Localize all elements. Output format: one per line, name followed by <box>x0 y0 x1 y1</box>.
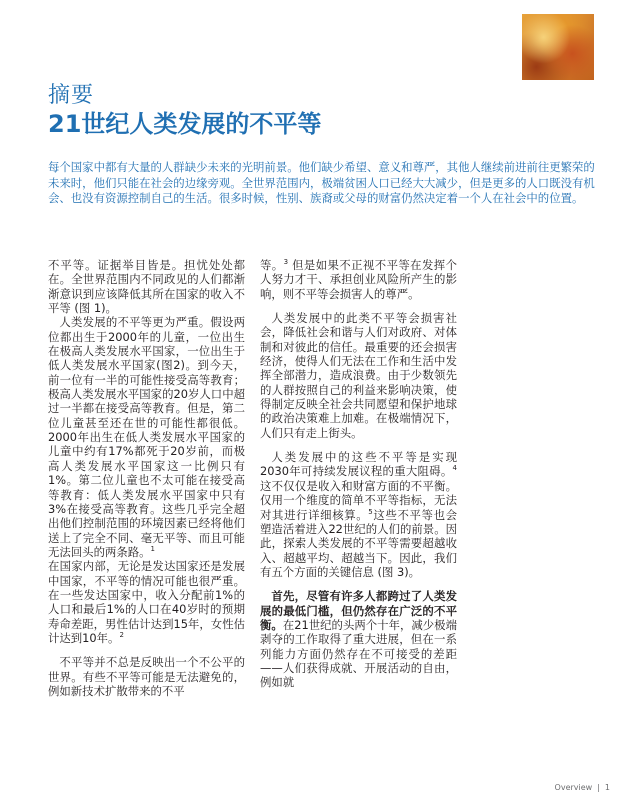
right-paragraph-3-rest: 这不仅仅是收入和财富方面的不平衡。仅用一个维度的简单不平等指标，无法对其进行详细核算。 <box>260 478 457 522</box>
footnote-ref-4: 4 <box>452 464 457 473</box>
footnote-ref-3: 3 <box>283 258 289 267</box>
footnote-ref-2: 2 <box>119 631 124 640</box>
left-paragraph-4: 不平等并不总是反映出一个不公平的世界。有些不平等可能是无法避免的，例如新技术扩散带来的不平 <box>48 655 245 698</box>
page-number: 1 <box>604 783 610 792</box>
intro-paragraph: 每个国家中都有大量的人群缺少未来的光明前景。他们缺少希望、意义和尊严，其他人继续前进前往更繁荣的未来时，他们只能在社会的边缘旁观。全世界范围内，极端贫困人口已经大大减少，但是更多的人口既没有机会、也没有资源控制自己的生活。很多时候，性别、族裔或父母的财富仍然决定着一个人在社会中的位置。 <box>48 160 595 205</box>
right-paragraph-4 <box>260 589 457 689</box>
key-message-bold: 首先，尽管有许多人都跨过了人类发展的最低门槛，但仍然存在广泛的不平衡。 <box>260 589 457 632</box>
left-paragraph-2 <box>48 315 245 559</box>
footnote-ref-5: 5 <box>368 507 373 516</box>
left-paragraph-1: 不平等。证据举目皆是。担忧处处都在。全世界范围内不同政见的人们都渐渐意识到应该降低其所在国家的收入不平等 (图 1)。 <box>48 258 245 316</box>
left-paragraph-3-text: 在国家内部，无论是发达国家还是发展中国家，不平等的情况可能也很严重。在一些发达国家中，收入分配前1%的人口和最后1%的人口在40岁时的预期寿命差距，男性估计达到15年，女性估计达到10年。 <box>48 559 245 645</box>
page-title: 21世纪人类发展的不平等 <box>48 110 322 138</box>
right-column <box>260 258 457 690</box>
left-paragraph-3 <box>48 559 245 645</box>
right-paragraph-1 <box>260 258 457 301</box>
footer-section-label: Overview <box>554 783 593 792</box>
right-paragraph-1-start: 等。 <box>260 258 284 272</box>
right-paragraph-3-tail: 这些不平等也会塑造活着进入22世纪的人们的前景。因此，探索人类发展的不平等需要超越收入、超越平均、超越当下。因此，我们有五个方面的关键信息 (图 3)。 <box>260 507 457 579</box>
footer-divider: | <box>597 783 600 792</box>
cover-artwork-image <box>522 14 594 80</box>
section-kicker: 摘要 <box>48 83 95 108</box>
right-paragraph-1-rest: 但是如果不正视不平等在发挥个人努力才干、承担创业风险所产生的影响，则不平等会损害人的尊严。 <box>260 258 457 301</box>
right-paragraph-4-rest: 在21世纪的头两个十年，减少极端剥夺的工作取得了重大进展，但在一系列能力方面仍然存在不可接受的差距——人们获得成就、开展活动的自由，例如就 <box>260 617 457 690</box>
footnote-ref-1: 1 <box>150 545 155 554</box>
left-column <box>48 258 245 698</box>
right-paragraph-2: 人类发展中的此类不平等会损害社会，降低社会和谐与人们对政府、对体制和对彼此的信任。最重要的还会损害经济，使得人们无法在工作和生活中发挥全部潜力，造成浪费。由于少数领先的人群按照自己的利益来影响决策，使得制定反映全社会共同愿望和保护地球的政治决策难上加难。在极端情况下，人们只有走上街头。 <box>260 311 457 440</box>
right-paragraph-3-start: 人类发展中的这些不平等是实现2030年可持续发展议程的重大阻碍。 <box>260 450 457 479</box>
page-footer <box>500 783 610 792</box>
right-paragraph-3 <box>260 450 457 579</box>
left-paragraph-2-text: 人类发展的不平等更为严重。假设两位都出生于2000年的儿童，一位出生在极高人类发展水平国家，一位出生于低人类发展水平国家(图2)。到今天，前一位有一半的可能性接受高等教育；极高人类发展水平国家的20岁人口中超过一半都在接受高等教育。但是，第二位儿童甚至还在世的可能性都很低。2000年出生在低人类发展水平国家的儿童中约有17%都死于20岁前，而极高人类发展水平国家这一比例只有1%。第二位儿童也不太可能在接受高等教育：低人类发展水平国家中只有3%在接受高等教育。这些几乎完全超出他们控制范围的环境因素已经将他们送上了完全不同、毫无平等、而且可能无法回头的两条路。 <box>48 315 245 559</box>
